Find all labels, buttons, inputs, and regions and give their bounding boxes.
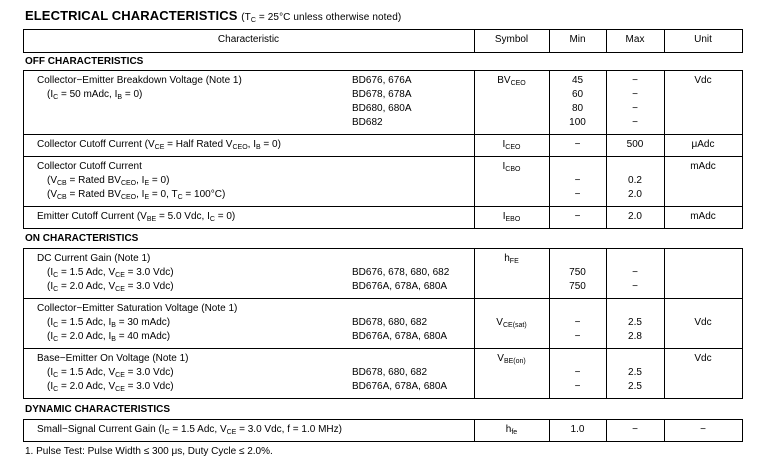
vbeon-unit: Vdc (694, 353, 712, 364)
vcesat-condition: ($I_C = 2.0$ Adc, $I_B = 40$ mAdc) (47, 331, 171, 343)
hfe-condition: ($I_C = 2.0$ Adc, $V_{CE} = 3.0$ Vdc) (47, 281, 174, 293)
bvceo-label: Collector−Emitter Breakdown Voltage (Note 1) (37, 75, 242, 86)
iebo-symbol: $I_{EBO}$ (502, 211, 521, 223)
vbeon-min: − (574, 381, 581, 392)
icbo-label: Collector Cutoff Current (37, 161, 142, 172)
hfe-small-max: − (632, 424, 638, 435)
bvceo-condition: ($I_C = 50$ mAdc, $I_B = 0$) (47, 89, 143, 101)
hfe-min: 750 (569, 267, 586, 278)
header-min: Min (569, 34, 586, 45)
bvceo-device: BD680, 680A (352, 103, 412, 114)
bvceo-min: 100 (569, 117, 586, 128)
bvceo-unit: Vdc (694, 75, 712, 86)
hfe-max: − (632, 267, 638, 278)
header-symbol: Symbol (494, 34, 529, 45)
iebo-label: Emitter Cutoff Current ($V_{BE} = 5.0$ Vdc, $I_C = 0$) (37, 211, 236, 223)
bvceo-symbol: $BV_{CEO}$ (497, 75, 526, 87)
hfe-max: − (632, 281, 638, 292)
table-title (25, 8, 401, 23)
iceo-max: 500 (626, 139, 644, 150)
vbeon-label: Base−Emitter On Voltage (Note 1) (37, 353, 189, 364)
vbeon-min: − (574, 367, 581, 378)
vcesat-max: 2.8 (628, 331, 642, 342)
hfe-small-min: 1.0 (570, 424, 585, 435)
section-off: OFF CHARACTERISTICS (25, 56, 144, 67)
bvceo-max: − (632, 89, 638, 100)
iebo-min: − (574, 211, 581, 222)
bvceo-device: BD676, 676A (352, 75, 412, 86)
vcesat-unit: Vdc (694, 317, 712, 328)
icbo-symbol: $I_{CBO}$ (502, 161, 521, 173)
title-condition: ($T_C = 25^\circ C$ unless otherwise noted) (241, 12, 402, 24)
icbo-unit: mAdc (690, 161, 716, 172)
bvceo-device: BD682 (352, 117, 383, 128)
iceo-label: Collector Cutoff Current ($V_{CE}$ = Half Rated $V_{CEO}$, $I_B = 0$) (37, 139, 281, 151)
vcesat-symbol: $V_{CE(sat)}$ (496, 317, 527, 329)
vbeon-condition: ($I_C = 2.0$ Adc, $V_{CE} = 3.0$ Vdc) (47, 381, 174, 393)
hfe-device: BD676, 678, 680, 682 (352, 267, 450, 278)
vcesat-device: BD678, 680, 682 (352, 317, 428, 328)
iceo-unit: μAdc (691, 139, 715, 150)
vbeon-device: BD676A, 678A, 680A (352, 381, 448, 392)
vbeon-max: 2.5 (628, 367, 642, 378)
icbo-min: − (574, 189, 581, 200)
vcesat-min: − (574, 317, 581, 328)
bvceo-min: 45 (571, 75, 584, 86)
header-unit: Unit (694, 34, 712, 45)
vcesat-condition: ($I_C = 1.5$ Adc, $I_B = 30$ mAdc) (47, 317, 171, 329)
hfe-small-label: Small−Signal Current Gain ($I_C = 1.5$ Adc, $V_{CE} = 3.0$ Vdc, f = 1.0 MHz) (37, 424, 342, 436)
vcesat-max: 2.5 (628, 317, 642, 328)
header-characteristic: Characteristic (217, 34, 280, 45)
icbo-condition: ($V_{CB}$ = Rated $BV_{CEO}$, $I_E = 0$) (47, 175, 170, 187)
bvceo-min: 80 (571, 103, 584, 114)
icbo-max: 2.0 (628, 189, 642, 200)
icbo-min: − (574, 175, 581, 186)
iebo-max: 2.0 (628, 211, 642, 222)
bvceo-max: − (632, 75, 638, 86)
icbo-condition: ($V_{CB}$ = Rated $BV_{CEO}$, $I_E = 0$, $T_C = 100^\circ C$) (47, 189, 226, 201)
icbo-max: 0.2 (628, 175, 642, 186)
section-dynamic: DYNAMIC CHARACTERISTICS (25, 404, 170, 415)
hfe-device: BD676A, 678A, 680A (352, 281, 448, 292)
hfe-min: 750 (569, 281, 586, 292)
vcesat-label: Collector−Emitter Saturation Voltage (Note 1) (37, 303, 238, 314)
bvceo-min: 60 (571, 89, 584, 100)
vcesat-device: BD676A, 678A, 680A (352, 331, 448, 342)
vbeon-max: 2.5 (628, 381, 642, 392)
hfe-small-unit: − (700, 424, 706, 435)
vbeon-device: BD678, 680, 682 (352, 367, 428, 378)
hfe-symbol: $h_{FE}$ (504, 253, 519, 265)
vbeon-condition: ($I_C = 1.5$ Adc, $V_{CE} = 3.0$ Vdc) (47, 367, 174, 379)
header-max: Max (625, 34, 645, 45)
footnote: 1. Pulse Test: Pulse Width ≤ 300 μs, Duty Cycle ≤ 2.0%. (25, 446, 273, 457)
section-on: ON CHARACTERISTICS (25, 233, 139, 244)
bvceo-max: − (632, 117, 638, 128)
iceo-symbol: $I_{CEO}$ (502, 139, 521, 151)
vcesat-min: − (574, 331, 581, 342)
bvceo-max: − (632, 103, 638, 114)
hfe-label: DC Current Gain (Note 1) (37, 253, 151, 264)
hfe-condition: ($I_C = 1.5$ Adc, $V_{CE} = 3.0$ Vdc) (47, 267, 174, 279)
vbeon-symbol: $V_{BE(on)}$ (497, 353, 526, 365)
bvceo-device: BD678, 678A (352, 89, 412, 100)
hfe-small-symbol: $h_{fe}$ (505, 424, 518, 436)
title-main: ELECTRICAL CHARACTERISTICS (25, 8, 238, 23)
iceo-min: − (574, 139, 581, 150)
iebo-unit: mAdc (690, 211, 716, 222)
